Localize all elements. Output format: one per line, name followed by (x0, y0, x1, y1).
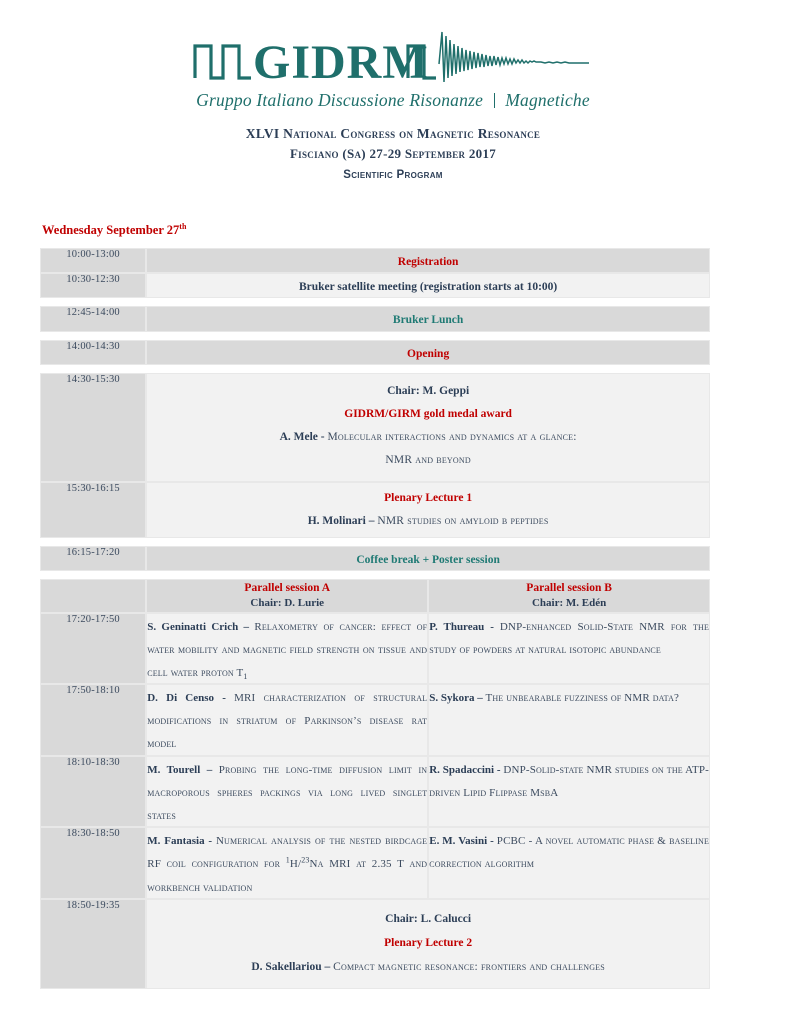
parallel-session-header-row (40, 579, 710, 612)
program-label: Scientific Program (343, 169, 443, 182)
gidrm-logo-block (0, 0, 786, 111)
event-label: Opening (407, 347, 450, 360)
chair-label: Chair: M. Geppi (387, 384, 470, 397)
logo-tagline-divider (494, 93, 495, 108)
talk-title: Numerical analysis of the nested birdcage RF coil configuration for $^1$H/$^{23}$Na MRI at 2.35 T and workbench validation (147, 835, 428, 894)
talk-cell-a (146, 684, 428, 756)
speaker-name: M. Tourell – (147, 763, 219, 776)
lecture-label: Plenary Lecture 2 (384, 936, 473, 949)
talk-title: DNP-enhanced Solid-State NMR for the study of powders at natural isotopic abundance (429, 620, 709, 656)
talk-title-cont: NMR and beyond (385, 454, 471, 467)
row-time: 18:10-18:30 (40, 756, 146, 828)
speaker-name: D. Sakellariou – (251, 960, 334, 973)
talk-title: DNP-Solid-state NMR studies on the ATP-driven Lipid Flippase MsbA (429, 763, 709, 799)
row-content (146, 306, 710, 331)
session-b-chair: Chair: M. Edén (531, 597, 607, 610)
session-b-title: Parallel session B (526, 582, 612, 595)
table-row (40, 373, 710, 482)
spacer-row (40, 571, 710, 579)
talk-cell-a (146, 613, 428, 685)
talk-title: PCBC - A novel automatic phase & baseline correction algorithm (429, 835, 709, 871)
speaker-name: H. Molinari – (307, 514, 378, 527)
speaker-name: R. Spadaccini - (429, 763, 504, 776)
logo-tagline-right: Magnetiche (505, 90, 590, 110)
table-row (40, 340, 710, 365)
row-time: 10:00-13:00 (40, 248, 146, 273)
table-row (40, 273, 710, 298)
talk-title: MRI characterization of structural modifications in striatum of Parkinson’s disease rat model (147, 692, 428, 751)
talk-cell-a (146, 827, 428, 899)
award-label: GIDRM/GIRM gold medal award (344, 407, 512, 420)
talk-title: Relaxometry of cancer: effect of water mobility and magnetic field strength on tissue and cell water proton $T_1$ (147, 620, 428, 682)
event-label: Registration (397, 256, 459, 268)
congress-title: XLVI National Congress on Magnetic Resonance (245, 126, 541, 141)
table-row (40, 546, 710, 571)
row-time: 14:30-15:30 (40, 373, 146, 482)
session-a-title: Parallel session A (244, 582, 331, 595)
session-a-chair: Chair: D. Lurie (250, 597, 325, 610)
row-time: 14:00-14:30 (40, 340, 146, 365)
speaker-name: D. Di Censo - (147, 692, 235, 705)
talk-title: NMR studies on amyloid β peptides (377, 514, 549, 527)
speaker-name: S. Geninatti Crich – (147, 620, 255, 633)
table-row (40, 899, 710, 989)
row-content (146, 273, 710, 298)
talk-cell-a (146, 756, 428, 828)
talk-title: Probing the long-time diffusion limit in macroporous spheres packings via long lived singlet states (147, 763, 428, 823)
spacer-row (40, 538, 710, 546)
parallel-session-b-header (428, 579, 710, 612)
talk-cell-b (428, 613, 710, 685)
row-content (146, 899, 710, 989)
lecture-label: Plenary Lecture 1 (384, 491, 473, 504)
day-heading (42, 222, 186, 238)
row-time: 17:50-18:10 (40, 684, 146, 756)
spacer-row (40, 365, 710, 373)
chair-label: Chair: L. Calucci (385, 912, 472, 925)
table-row (40, 248, 710, 273)
talk-cell-b (428, 684, 710, 756)
logo-tagline-left: Gruppo Italiano Discussione Risonanze (196, 90, 484, 110)
row-time: 17:20-17:50 (40, 613, 146, 685)
table-row (40, 482, 710, 538)
event-label: Coffee break + Poster session (356, 553, 500, 566)
spacer-row (40, 298, 710, 306)
talk-title: Compact magnetic resonance: frontiers and challenges (333, 960, 605, 973)
talk-cell-b (428, 756, 710, 828)
speaker-name: M. Fantasia - (147, 835, 216, 848)
table-row (40, 756, 710, 828)
table-row (40, 827, 710, 899)
row-time: 10:30-12:30 (40, 273, 146, 298)
row-time: 18:30-18:50 (40, 827, 146, 899)
congress-location-date: Fisciano (Sa) 27-29 September 2017 (289, 146, 497, 162)
table-row (40, 306, 710, 331)
parallel-session-a-header (146, 579, 428, 612)
day-heading-label: Wednesday September 27 (42, 223, 180, 238)
event-label: Bruker Lunch (392, 314, 464, 327)
row-time: 18:50-19:35 (40, 899, 146, 989)
talk-title: The unbearable fuzziness of NMR data? (485, 692, 680, 705)
row-content (146, 482, 710, 538)
svg-text:GIDRM: GIDRM (253, 36, 429, 88)
talk-cell-b (428, 827, 710, 899)
row-content (146, 340, 710, 365)
schedule-body (40, 248, 710, 989)
table-row (40, 684, 710, 756)
gidrm-logo-icon (193, 26, 593, 88)
row-time: 16:15-17:20 (40, 546, 146, 571)
talk-title: Molecular interactions and dynamics at a glance: (327, 431, 577, 444)
speaker-name: A. Mele - (279, 431, 328, 444)
row-time: 15:30-16:15 (40, 482, 146, 538)
row-content (146, 546, 710, 571)
speaker-name: P. Thureau - (429, 620, 500, 633)
schedule-table (40, 248, 710, 989)
logo-tagline (0, 90, 786, 111)
spacer-row (40, 332, 710, 340)
speaker-name: E. M. Vasini - (429, 835, 497, 848)
row-time: 12:45-14:00 (40, 306, 146, 331)
event-label: Bruker satellite meeting (registration starts at 10:00) (298, 281, 558, 294)
table-row (40, 613, 710, 685)
row-content (146, 248, 710, 273)
day-heading-ordinal: th (179, 222, 187, 231)
row-content (146, 373, 710, 482)
speaker-name: S. Sykora – (429, 692, 486, 705)
header-titles (0, 124, 786, 181)
header-time-placeholder (40, 579, 146, 612)
